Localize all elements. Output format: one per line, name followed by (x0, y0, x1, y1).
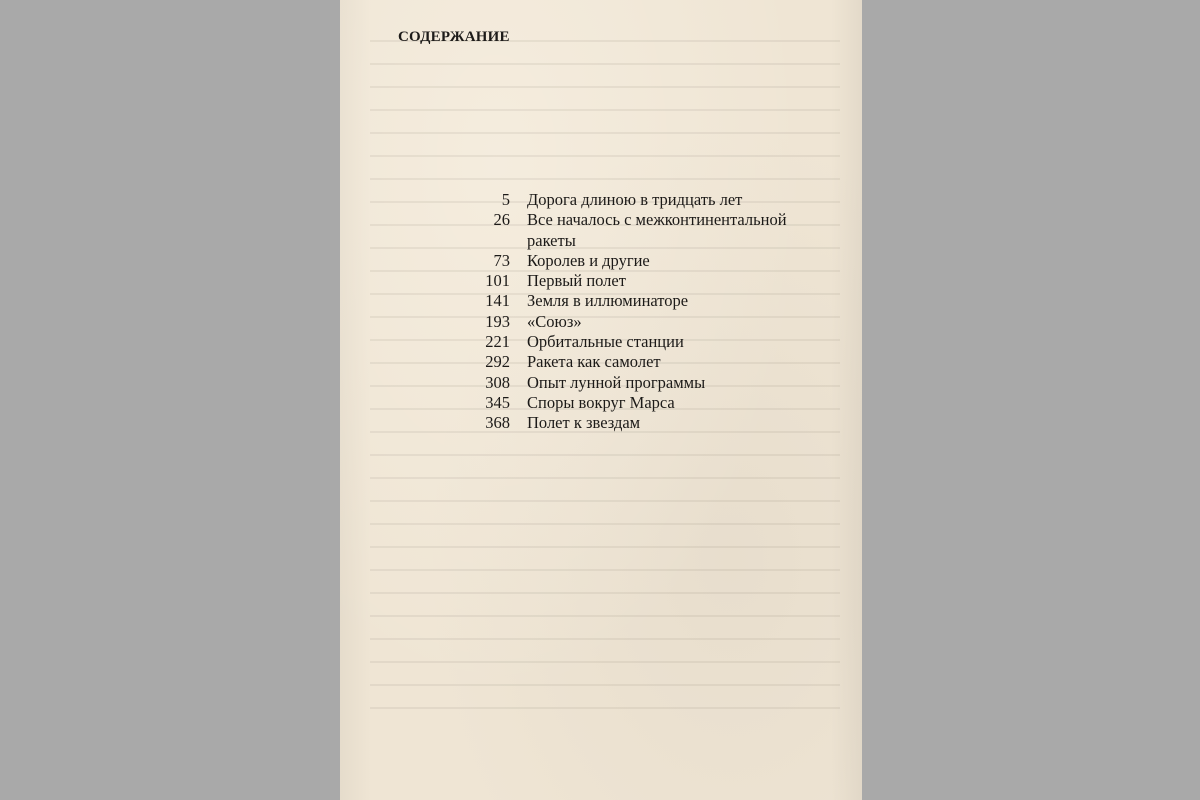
toc-chapter-title: Первый полет (527, 271, 626, 291)
contents-heading: СОДЕРЖАНИЕ (398, 29, 510, 45)
toc-chapter-title: Королев и другие (527, 250, 650, 270)
toc-entry (440, 291, 830, 311)
toc-entry (440, 271, 830, 291)
toc-entry (440, 332, 830, 352)
toc-page-number: 101 (485, 271, 510, 291)
toc-chapter-title: Орбитальные станции (527, 332, 684, 352)
toc-chapter-title: Все началось с межконтинентальной ракеты (527, 210, 787, 250)
toc-page-number: 368 (485, 413, 510, 433)
toc-page-number: 221 (485, 332, 510, 352)
toc-entry (440, 352, 830, 372)
toc-page-number: 292 (485, 352, 510, 372)
table-of-contents (440, 190, 830, 434)
toc-entry (440, 373, 830, 393)
toc-page-number: 5 (501, 190, 510, 209)
toc-entry (440, 190, 830, 210)
toc-chapter-title: Ракета как самолет (527, 352, 661, 372)
toc-chapter-title: Споры вокруг Марса (527, 392, 675, 412)
toc-page-number: 26 (493, 210, 510, 230)
toc-entry (440, 312, 830, 332)
toc-chapter-title: Земля в иллюминаторе (527, 291, 689, 311)
toc-entry (440, 251, 830, 271)
toc-page-number: 345 (485, 392, 510, 412)
toc-chapter-title: Опыт лунной программы (527, 372, 706, 392)
toc-chapter-title: Дорога длиною в тридцать лет (527, 190, 743, 209)
toc-page-number: 308 (485, 372, 510, 392)
toc-page-number: 141 (485, 291, 510, 311)
toc-page-number: 73 (493, 250, 510, 270)
toc-entry (440, 393, 830, 413)
toc-page-number: 193 (485, 311, 510, 331)
toc-entry (440, 413, 830, 433)
toc-entry (440, 210, 830, 251)
toc-chapter-title: Полет к звездам (527, 413, 641, 433)
toc-chapter-title: «Союз» (527, 311, 582, 331)
